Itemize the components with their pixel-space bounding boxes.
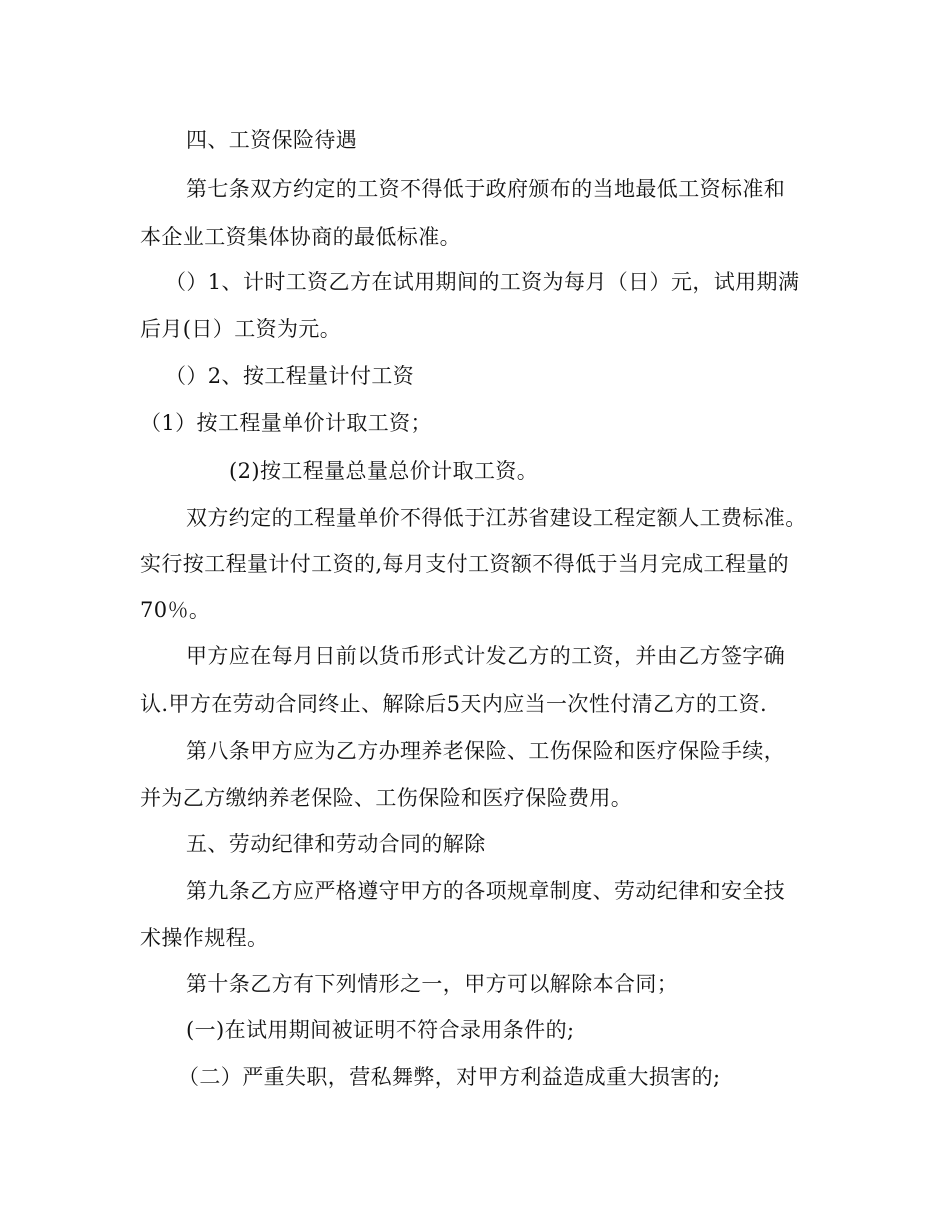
paragraph-line: （）2、按工程量计付工资 (165, 364, 415, 388)
paragraph-line: 第八条甲方应为乙方办理养老保险、工伤保险和医疗保险手续， (186, 739, 786, 763)
section-heading-5: 五、劳动纪律和劳动合同的解除 (186, 832, 486, 856)
paragraph-line: (2)按工程量总量总价计取工资。 (229, 459, 539, 483)
paragraph-line: 双方约定的工程量单价不得低于江苏省建设工程定额人工费标准。 (186, 506, 807, 530)
paragraph-line: (一)在试用期间被证明不符合录用条件的; (186, 1018, 575, 1042)
paragraph-line: 实行按工程量计付工资的,每月支付工资额不得低于当月完成工程量的 (140, 552, 790, 576)
paragraph-line: （1）按工程量单价计取工资； (140, 411, 432, 435)
paragraph-line: 第七条双方约定的工资不得低于政府颁布的当地最低工资标准和 (186, 177, 786, 201)
paragraph-line: （二）严重失职，营私舞弊，对甲方利益造成重大损害的; (178, 1065, 721, 1089)
paragraph-line: 并为乙方缴纳养老保险、工伤保险和医疗保险费用。 (140, 786, 633, 810)
paragraph-line: 本企业工资集体协商的最低标准。 (140, 225, 461, 249)
paragraph-line: 甲方应在每月日前以货币形式计发乙方的工资，并由乙方签字确 (186, 644, 786, 668)
section-heading-4: 四、工资保险待遇 (186, 128, 358, 152)
paragraph-line: 70％。 (140, 598, 211, 622)
paragraph-line: 后月(日）工资为元。 (140, 317, 342, 341)
paragraph-line: 第十条乙方有下列情形之一，甲方可以解除本合同； (186, 972, 679, 996)
paragraph-line: （）1、计时工资乙方在试用期间的工资为每月（日）元，试用期满 (165, 270, 800, 294)
paragraph-line: 认.甲方在劳动合同终止、解除后5天内应当一次性付清乙方的工资. (140, 692, 768, 716)
paragraph-line: 术操作规程。 (140, 926, 269, 950)
paragraph-line: 第九条乙方应严格遵守甲方的各项规章制度、劳动纪律和安全技 (186, 879, 786, 903)
